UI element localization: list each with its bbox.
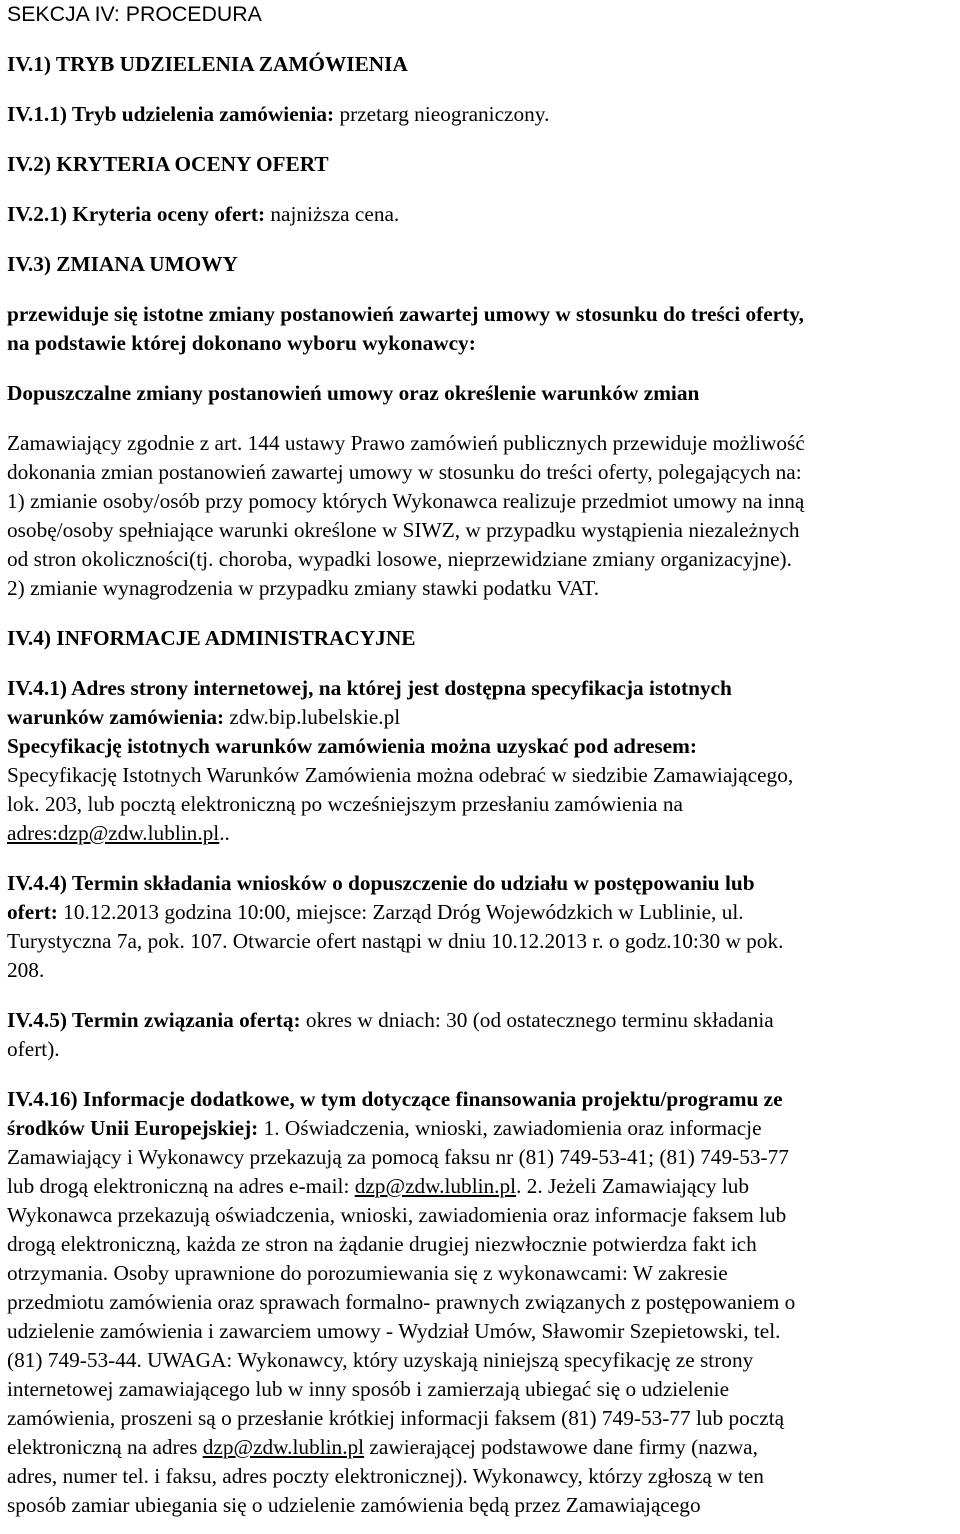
body-line: 2) zmianie wynagrodzenia w przypadku zmiany stawki podatku VAT. [7, 576, 600, 600]
field-iv-4-4 [7, 869, 953, 985]
field-value: najniższa cena. [265, 202, 400, 226]
field-value: przetarg nieograniczony. [334, 102, 550, 126]
field-label: IV.1.1) Tryb udzielenia zamówienia: [7, 102, 335, 126]
body-line: dokonania zmian postanowień zawartej umowy w stosunku do treści oferty, polegających na: [7, 460, 802, 484]
info-text: lub drogą elektroniczną na adres e-mail: [7, 1174, 355, 1198]
body-line: 1) zmianie osoby/osób przy pomocy których Wykonawca realizuje przedmiot umowy na inną [7, 489, 805, 513]
field-label: środków Unii Europejskiej: [7, 1116, 259, 1140]
info-line: otrzymania. Osoby uprawnione do porozumiewania się z wykonawcami: W zakresie [7, 1261, 728, 1285]
body-line: Zamawiający zgodnie z art. 144 ustawy Prawo zamówień publicznych przewiduje możliwość [7, 431, 805, 455]
field-iv-2-1 [7, 200, 953, 229]
intro-line: na podstawie której dokonano wyboru wykonawcy: [7, 331, 476, 355]
email-link[interactable]: dzp@zdw.lublin.pl [354, 1174, 517, 1198]
body-line: od stron okoliczności(tj. choroba, wypadki losowe, nieprzewidziane zmiany organizacyjne). [7, 547, 792, 571]
field-label: warunków zamówienia: [7, 705, 225, 729]
field-iv-4-16 [7, 1085, 953, 1520]
info-line: (81) 749-53-44. UWAGA: Wykonawcy, który uzyskają niniejszą specyfikację ze strony [7, 1348, 754, 1372]
info-line: drogą elektroniczną, każda ze stron na żądanie drugiej niezwłocznie potwierdza fakt ich [7, 1232, 757, 1256]
info-text: . 2. Jeżeli Zamawiający lub [516, 1174, 750, 1198]
spec-line: Specyfikację Istotnych Warunków Zamówienia można odebrać w siedzibie Zamawiającego, [7, 763, 794, 787]
field-value-line: Turystyczna 7a, pok. 107. Otwarcie ofert nastąpi w dniu 10.12.2013 r. o godz.10:30 w pok. [7, 929, 784, 953]
field-label: IV.4.1) Adres strony internetowej, na której jest dostępna specyfikacja istotnych [7, 676, 732, 700]
field-value: zdw.bip.lubelskie.pl [224, 705, 401, 729]
heading-iv-1: IV.1) TRYB UDZIELENIA ZAMÓWIENIA [7, 52, 408, 76]
field-value: 10.12.2013 godzina 10:00, miejsce: Zarząd Dróg Wojewódzkich w Lublinie, ul. [57, 900, 744, 924]
info-line: zamówienia, proszeni są o przesłanie krótkiej informacji faksem (81) 749-53-77 lub pocztą [7, 1406, 785, 1430]
body-line: osobę/osoby spełniające warunki określone w SIWZ, w przypadku wystąpienia niezależnych [7, 518, 800, 542]
heading-iv-3: IV.3) ZMIANA UMOWY [7, 252, 238, 276]
field-value-line: 208. [7, 958, 45, 982]
info-line: Wykonawca przekazują oświadczenia, wnioski, zawiadomienia oraz informacje faksem lub [7, 1203, 787, 1227]
field-label: IV.4.16) Informacje dodatkowe, w tym dotyczące finansowania projektu/programu ze [7, 1087, 783, 1111]
field-iv-1-1 [7, 100, 953, 129]
info-line: przedmiotu zamówienia oraz sprawach formalno- prawnych związanych z postępowaniem o [7, 1290, 796, 1314]
intro-line: przewiduje się istotne zmiany postanowień zawartej umowy w stosunku do treści oferty, [7, 302, 805, 326]
spec-block [7, 732, 953, 848]
field-value: 1. Oświadczenia, wnioski, zawiadomienia oraz informacje [258, 1116, 762, 1140]
field-iv-4-1 [7, 674, 953, 732]
field-value: okres w dniach: 30 (od ostatecznego terminu składania [300, 1008, 774, 1032]
info-line: udzielenie zamówienia i zawarciem umowy - Wydział Umów, Sławomir Szepietowski, tel. [7, 1319, 781, 1343]
field-value-line: ofert). [7, 1037, 60, 1061]
spec-email-link[interactable]: adres:dzp@zdw.lublin.pl [7, 821, 220, 845]
info-line: adres, numer tel. i faksu, adres poczty elektronicznej). Wykonawcy, którzy zgłoszą w ten [7, 1464, 764, 1488]
spec-label: Specyfikację istotnych warunków zamówienia można uzyskać pod adresem: [7, 734, 697, 758]
spec-line: lok. 203, lub pocztą elektroniczną po wcześniejszym przesłaniu zamówienia na [7, 792, 683, 816]
field-label: IV.2.1) Kryteria oceny ofert: [7, 202, 266, 226]
field-iv-4-5 [7, 1006, 953, 1064]
info-line: Zamawiający i Wykonawcy przekazują za pomocą faksu nr (81) 749-53-41; (81) 749-53-77 [7, 1145, 789, 1169]
change-intro [7, 300, 953, 358]
field-label: IV.4.4) Termin składania wniosków o dopuszczenie do udziału w postępowaniu lub [7, 871, 755, 895]
info-text: zawierającej podstawowe dane firmy (nazwa, [364, 1435, 758, 1459]
info-text: elektroniczną na adres [7, 1435, 203, 1459]
field-label: IV.4.5) Termin związania ofertą: [7, 1008, 301, 1032]
change-subheading: Dopuszczalne zmiany postanowień umowy oraz określenie warunków zmian [7, 381, 700, 405]
info-line: sposób zamiar ubiegania się o udzielenie zamówienia będą przez Zamawiającego [7, 1493, 701, 1517]
heading-iv-2: IV.2) KRYTERIA OCENY OFERT [7, 152, 329, 176]
section-title: SEKCJA IV: PROCEDURA [7, 2, 262, 26]
heading-iv-4: IV.4) INFORMACJE ADMINISTRACYJNE [7, 626, 416, 650]
spec-tail: .. [219, 821, 230, 845]
info-line: internetowej zamawiającego lub w inny sposób i zamierzają ubiegać się o udzielenie [7, 1377, 730, 1401]
change-body [7, 429, 953, 603]
email-link[interactable]: dzp@zdw.lublin.pl [202, 1435, 365, 1459]
field-label: ofert: [7, 900, 58, 924]
